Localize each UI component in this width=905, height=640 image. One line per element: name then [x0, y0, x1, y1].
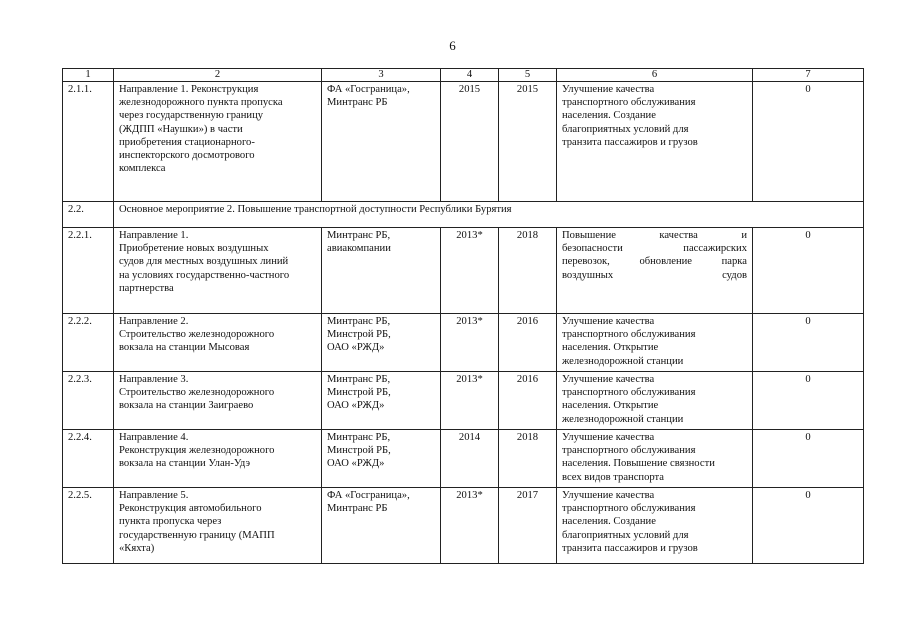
executor-line: Минтранс РБ, [327, 432, 391, 443]
program-table [62, 68, 864, 564]
executor-line: ФА «Госграница», [327, 84, 410, 95]
column-header: 6 [557, 69, 753, 82]
table-row [63, 372, 864, 430]
executors-cell [322, 372, 441, 430]
result-line: населения. Открытие [562, 400, 659, 412]
end-year: 2017 [499, 488, 557, 564]
result-line: железнодорожной станции [562, 413, 684, 425]
section-row [63, 202, 864, 228]
start-year: 2013* [441, 314, 499, 372]
row-number: 2.2.3. [63, 372, 114, 430]
result-line: Улучшение качества [562, 490, 655, 501]
executors-cell [322, 82, 441, 202]
measure-name-line: партнерства [119, 282, 174, 294]
executor-line: Минтранс РБ, [327, 230, 391, 241]
indicator-value: 0 [753, 228, 864, 314]
result-line: транспортного обслуживания [562, 97, 696, 109]
measure-name-line: инспекторского досмотрового [119, 150, 255, 162]
row-number: 2.2.2. [63, 314, 114, 372]
table-row [63, 228, 864, 314]
result-line: транзита пассажиров и грузов [562, 136, 698, 148]
result-line: безопасности пассажирских [562, 243, 747, 255]
result-cell [557, 82, 753, 202]
measure-name-line: Реконструкция автомобильного [119, 503, 262, 515]
result-cell [557, 372, 753, 430]
page-number: 6 [449, 38, 456, 53]
column-header: 5 [499, 69, 557, 82]
end-year: 2016 [499, 372, 557, 430]
start-year: 2015 [441, 82, 499, 202]
executor-line: ОАО «РЖД» [327, 342, 385, 354]
measure-name-line: Реконструкция железнодорожного [119, 445, 275, 457]
measure-name-line: (ЖДПП «Наушки») в части [119, 123, 243, 135]
measure-name-line: Строительство железнодорожного [119, 387, 275, 399]
executors-cell [322, 228, 441, 314]
measure-name-line: Направление 1. Реконструкция [119, 84, 259, 95]
measure-name-line: «Кяхта) [119, 542, 155, 554]
result-line: Повышение качества и [562, 230, 747, 241]
measure-name-line: Направление 3. [119, 374, 189, 385]
executors-cell [322, 430, 441, 488]
executor-line: Минтранс РБ [327, 503, 388, 515]
row-number: 2.1.1. [63, 82, 114, 202]
result-line: транзита пассажиров и грузов [562, 542, 698, 554]
result-line: воздушных судов [562, 269, 747, 281]
measure-name-line: Приобретение новых воздушных [119, 243, 269, 255]
indicator-value: 0 [753, 430, 864, 488]
start-year: 2013* [441, 372, 499, 430]
table-row [63, 430, 864, 488]
result-line: транспортного обслуживания [562, 387, 696, 399]
start-year: 2013* [441, 488, 499, 564]
result-line: Улучшение качества [562, 316, 655, 327]
executors-cell [322, 488, 441, 564]
result-line: населения. Создание [562, 516, 656, 528]
column-header: 4 [441, 69, 499, 82]
measure-name-line: Направление 1. [119, 230, 189, 241]
row-number: 2.2.1. [63, 228, 114, 314]
result-line: Улучшение качества [562, 432, 655, 443]
measure-name-cell [114, 82, 322, 202]
measure-name-line: судов для местных воздушных линий [119, 256, 289, 268]
start-year: 2014 [441, 430, 499, 488]
result-line: транспортного обслуживания [562, 445, 696, 457]
result-line: транспортного обслуживания [562, 329, 696, 341]
measure-name-line: вокзала на станции Заиграево [119, 400, 254, 412]
column-header: 7 [753, 69, 864, 82]
measure-name-line: через государственную границу [119, 110, 264, 122]
executor-line: Минтранс РБ, [327, 316, 391, 327]
section-number: 2.2. [63, 202, 114, 228]
measure-name-cell [114, 372, 322, 430]
executor-line: ФА «Госграница», [327, 490, 410, 501]
measure-name-cell [114, 228, 322, 314]
measure-name-cell [114, 314, 322, 372]
result-cell [557, 488, 753, 564]
indicator-value: 0 [753, 314, 864, 372]
executor-line: Минтранс РБ [327, 97, 388, 109]
result-line: железнодорожной станции [562, 355, 684, 367]
executor-line: авиакомпании [327, 243, 391, 255]
column-number-row [63, 69, 864, 82]
measure-name-line: Направление 4. [119, 432, 189, 443]
end-year: 2015 [499, 82, 557, 202]
end-year: 2018 [499, 228, 557, 314]
end-year: 2016 [499, 314, 557, 372]
measure-name-line: вокзала на станции Мысовая [119, 342, 250, 354]
row-number: 2.2.4. [63, 430, 114, 488]
result-line: транспортного обслуживания [562, 503, 696, 515]
result-line: населения. Создание [562, 110, 656, 122]
result-line: благоприятных условий для [562, 123, 689, 135]
start-year: 2013* [441, 228, 499, 314]
table-row [63, 314, 864, 372]
result-line: населения. Открытие [562, 342, 659, 354]
result-cell [557, 430, 753, 488]
executor-line: Минстрой РБ, [327, 387, 391, 399]
measure-name-line: Направление 2. [119, 316, 189, 327]
measure-name-line: железнодорожного пункта пропуска [119, 97, 283, 109]
executor-line: Минстрой РБ, [327, 329, 391, 341]
result-line: всех видов транспорта [562, 471, 665, 483]
measure-name-line: на условиях государственно-частного [119, 269, 290, 281]
result-cell [557, 314, 753, 372]
measure-name-line: вокзала на станции Улан-Удэ [119, 458, 251, 470]
executor-line: ОАО «РЖД» [327, 458, 385, 470]
measure-name-line: пункта пропуска через [119, 516, 222, 528]
indicator-value: 0 [753, 82, 864, 202]
section-title: Основное мероприятие 2. Повышение транспортной доступности Республики Бурятия [114, 202, 864, 228]
column-header: 3 [322, 69, 441, 82]
column-header: 2 [114, 69, 322, 82]
measure-name-cell [114, 430, 322, 488]
measure-name-line: Направление 5. [119, 490, 189, 501]
measure-name-line: государственную границу (МАПП [119, 529, 275, 541]
measure-name-line: приобретения стационарного- [119, 136, 255, 148]
result-line: населения. Повышение связности [562, 458, 715, 470]
result-line: Улучшение качества [562, 84, 655, 95]
measure-name-cell [114, 488, 322, 564]
result-line: благоприятных условий для [562, 529, 689, 541]
executor-line: Минстрой РБ, [327, 445, 391, 457]
end-year: 2018 [499, 430, 557, 488]
indicator-value: 0 [753, 372, 864, 430]
measure-name-line: комплекса [119, 163, 166, 175]
executors-cell [322, 314, 441, 372]
table-row [63, 82, 864, 202]
executor-line: ОАО «РЖД» [327, 400, 385, 412]
table-row [63, 488, 864, 564]
result-line: Улучшение качества [562, 374, 655, 385]
executor-line: Минтранс РБ, [327, 374, 391, 385]
column-header: 1 [63, 69, 114, 82]
result-line: перевозок, обновление парка [562, 256, 747, 268]
measure-name-line: Строительство железнодорожного [119, 329, 275, 341]
indicator-value: 0 [753, 488, 864, 564]
result-cell [557, 228, 753, 314]
row-number: 2.2.5. [63, 488, 114, 564]
